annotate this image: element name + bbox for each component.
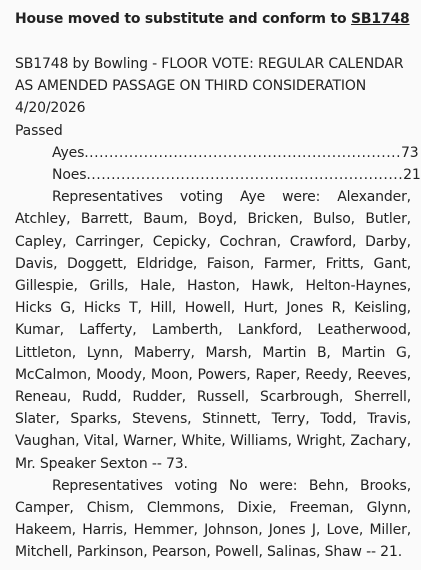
ayes-label: Ayes	[52, 144, 85, 161]
ayes-count: 73	[401, 144, 419, 161]
bill-link[interactable]: SB1748	[351, 11, 410, 27]
ayes-leader-dots: ................................................................	[84, 144, 402, 161]
action-heading-text: House moved to substitute and conform to	[15, 11, 352, 27]
vote-date: 4/20/2026	[15, 100, 86, 117]
floor-vote-title-line2: AS AMENDED PASSAGE ON THIRD CONSIDERATION	[15, 78, 367, 95]
ayes-tally	[15, 142, 419, 164]
noes-count: 21	[403, 167, 421, 184]
aye-voters-paragraph: Representatives voting Aye were: Alexander, Atchley, Barrett, Baum, Boyd, Bricken, Bulso, Butler, Capley, Carringer, Cepicky, Cochran, Crawford, Darby, Davis, Doggett, Eldridge, Faison, Farmer, Fritts, Gant, Gillespie, Grills, Hale, Haston, Hawk, Helton-Haynes, Hicks G, Hicks T, Hill, Howell, Hurt, Jones R, Keisling, Kumar, Lafferty, Lamberth, Lankford, Leatherwood, Littleton, Lynn, Maberry, Marsh, Martin B, Martin G, McCalmon, Moody, Moon, Powers, Raper, Reedy, Reeves, Reneau, Rudd, Rudder, Russell, Scarbrough, Sherrell, Slater, Sparks, Stevens, Stinnett, Terry, Todd, Travis, Vaughan, Vital, Warner, White, Williams, Wright, Zachary, Mr. Speaker Sexton -- 73.	[15, 189, 411, 472]
vote-details	[15, 53, 421, 564]
noes-label: Noes	[52, 167, 87, 184]
no-voters-paragraph: Representatives voting No were: Behn, Brooks, Camper, Chism, Clemmons, Dixie, Freeman, Glynn, Hakeem, Harris, Hemmer, Johnson, Jones J, Love, Miller, Mitchell, Parkinson, Pearson, Powell, Salinas, Shaw -- 21.	[15, 477, 411, 561]
vote-result: Passed	[15, 122, 63, 139]
noes-leader-dots: ................................................................	[86, 167, 404, 184]
floor-vote-title-line1: SB1748 by Bowling - FLOOR VOTE: REGULAR CALENDAR	[15, 56, 404, 72]
action-heading	[15, 10, 410, 28]
noes-tally	[15, 164, 421, 186]
